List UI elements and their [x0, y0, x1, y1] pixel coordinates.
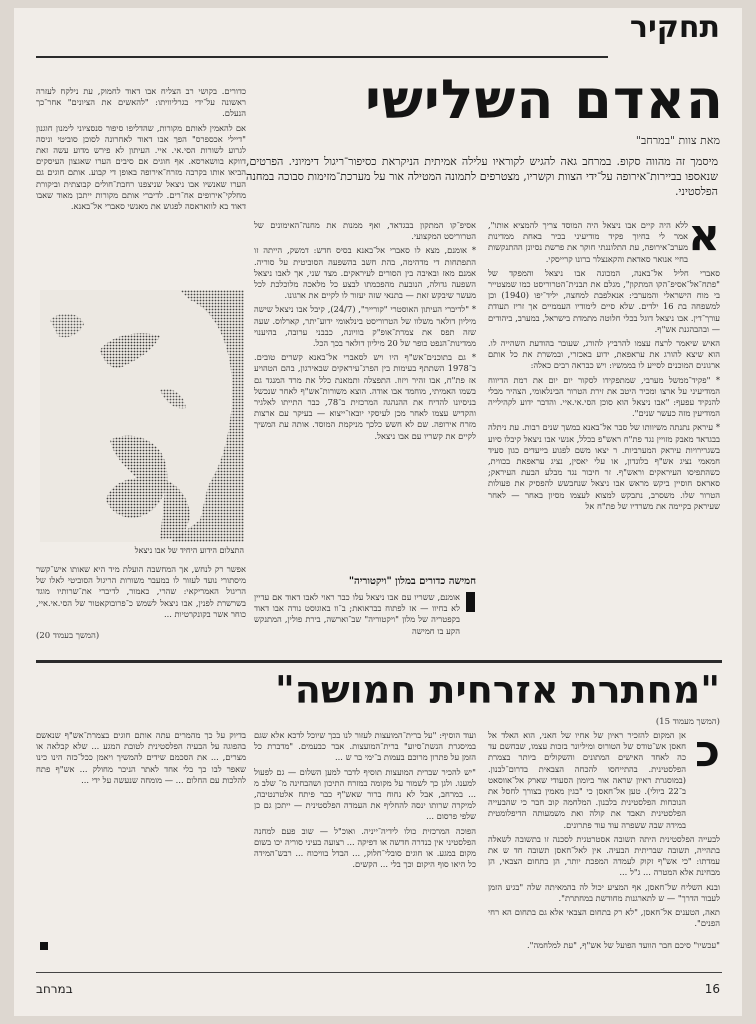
- portrait-photo: [40, 290, 244, 542]
- end-mark: [40, 942, 48, 950]
- article2-closing-quote: "עכשיו" סיכם חבר הוועד הפועל של אש"ף, "עת למלחמה".: [527, 940, 720, 950]
- byline: מאת צוות "במרחב": [635, 134, 720, 147]
- article2-middle-column: [254, 730, 476, 956]
- header-rule: [36, 56, 608, 58]
- intro-paragraph: מיסמך זה מהווה סקופ. במרחב גאה להגיש לקוראיו עלילה אמיתית הניקראת כסיפור־ריגול דימיוני. הפרטים, שנאספו בביירות־אירופה על־ידי הצוות וקשריו, מצטרפים לתמונה המטילה אור על מערכת־מזימות סבוכה במחנה הפלסטיני.: [246, 155, 718, 198]
- paragraph: אם להאמין לאותם מקורות, שהדליפו סיפור סנסציוני לימנון חוגנון "דיילי אכספרס" הפך אבו דאוד לאחרונה לסוכן סוביטי וניסה לגרוע לשורות הסי.אי. איי. העיתון לא פירש מדוע עשה זאת דווקא בוושארסא. אף חוגים אם סיבים הערו שאגצון העיסקים הביאו אותו בקרבה מזרח־אירופה באופן די קבוע. אותם חוגים גם הערו שאנשיו אבו ניצאל שניצפנו רחבת־חולים קבוצתית וביקורת מחלקי־אירופים אח־רים. לדיברי אותם מקורות ייתכן מאוד שאבו דאוד בא לוואראסה לפגוש את מאנשי סאברי אל־באנא.: [36, 122, 246, 212]
- article1-middle-column: [254, 220, 476, 576]
- continued-note: (המשך בעמוד 20): [36, 631, 100, 641]
- portrait-image: [40, 290, 244, 542]
- paragraph: סאברי חליל אל־באנה, המכונה אבו ניצאל והמפקד של "פתח־אל־אסיפ־הקו המתקון", מגלם את תבנית־הטרוריסט כמו שמצטייר בי מוח הישראלי והמערבי: אנאלפבת למחצה, יליד־יפו (1940) וכן למשפחה בת 16 ילדים. שלא סיים לימודיו העממיים אך זריז תעודת עורך־דין. אבו ניצאל דוגל בכלי חלוטה מתמדת בישראל, במערב, ביהודים — ובהבהגנת אש"ף.: [488, 267, 720, 334]
- paragraph: האיש שיאמר לרצח עצמו להרביץ להורג, שעובר בהודעת השהייה לו. הוא שיצא להורג את עראפאת, ידוע באכזרי, ובמשרת את כל אותם ארגונים המוכנים לסייע לו בממשיו: ויש כבראה רבים כאלה:: [488, 338, 720, 371]
- footer-rule: [36, 972, 722, 973]
- article1-left-column: [36, 86, 246, 282]
- continued-from-note: (המשך מעמוד 15): [655, 717, 720, 727]
- paragraph: לבעייה הפלסטינית היתה תשובה אסטרטגית לסכנה זו בתשובה לשאלה בתהייה, תשובה שבריתית הבעיה. אין לאל־חאסן תשובה חד ש את עמדתו: "כי אש"ף זקוק לעמדה המפכת יותר, הן בתחום הצבאי, הן מבחינת אלא המטרה ... ג"ל ...: [488, 833, 720, 878]
- paragraph: * גם בתוכנים־אש"ף היו ויש לסאברי אל־באנא קשרים טובים. ב־1978 השתתף בעימות בין הפרג־עיראקים שבאירגון, בהם הטהויע אז פת"ח, אבו זהיר ויזוז. התפצלה ותמאנת כלל את מרד המנגד גם בשמו האמיתי, מוחמד אבו אודה. הוצא משורות־אש"ף לאחר שנכשל בניסיונו להדיח את ההנהגה המרכזית ב־78, כבר התייתו לאלגיר והקדיש עצמו לאחר מכן לעיסקי יובאו־ייצוא — בעיקר עם ארצות מזרח אירופה. שם לא חשש כלכך מניקמת המוסד. אותה עת המשיך לקיים את קשריו עם אבו ניצאל.: [254, 352, 476, 441]
- paragraph: * אומנם, מצא לו סאברי אל־באנא בסיס חדש: דמשק, הייתה זו התפתחות די מדהימה, בהת חשב בהשפעה הסוביטית על סוריה. אמנם מאז ובאיבה בין הסורים לעיראקים. מצד שני, אך לאבו ניצאל השפעה גדולה, הנובעת מהפכמתו לבצע כל מלאכה מלוכלכת לכל מעשר שיבקש זאת — בתנאי שזה יעזור לו לקיים את ארגונו.: [254, 245, 476, 301]
- paragraph: אסיפ־קו המתקון בבגדאד, ואף ממנות את מחנה־האימונים של הטרוריסט המקצועי.: [254, 220, 476, 242]
- drop-cap: א: [687, 210, 720, 261]
- paragraph: כדורים. בקושי רב הצליח אבו דאוד לחמוק, עת נילקח לעזרה ראשונה על־ידי בגרליוויתו: "להאשים את הציונים" אחר־כך הנעלם.: [36, 86, 246, 119]
- article2-drop-cap: כ: [695, 726, 720, 777]
- magazine-page: [14, 8, 742, 1016]
- magazine-name: במרחב: [36, 982, 73, 996]
- article1-left-bottom: אפשר רק לנחש, אך המחשבה הועלת מיד היא שאותו איש־קשר מיסתורי נועד לעזור לו במעבר משורות הריגול הסוביטי לאלו של הריגול האמריקאי: שהרי, כאמור, לדיברי את־שרותיו מוגד בשרשרת לפנין, אבו ניצאל לשמש כ־פרובוקאטור של הסי.אי.איי, כוחר אשר בקונקרטיות ...: [36, 564, 246, 619]
- article2-left-column: [36, 730, 246, 936]
- article1-middle-bottom: אומנם, ששריו עם אבו ניצאל עלו כבר ראוי לאבו דאוד אם עדיין לא בחיוו — אז לפתוח בבראואת; ב־וו באוגוסט נורה אבו דאוד בקפטריה של מלון "ויקטוריה" שב־וארשה, בירת פולין, המתנקש הקע בו חמישה: [254, 592, 460, 636]
- section-label: תחקיר: [629, 10, 720, 45]
- paragraph: * "פקיד־ממשל מערבי, שמתפקידו לסקור יום יום את רמת הדיווח המודיעיני על ארצו ומכיר היטב את זירת הטרור הבינלאומי, הצהיר מבלי להנקיד עפעף: "אבו ניצאל הוא סוכן הסי.אי.איי. והדבר ידוע לקהילייה המודיעין מזה כעשר שנים".: [488, 374, 720, 419]
- photo-caption: התצלום הידוע היחיד של אבו ניצאל: [134, 546, 244, 555]
- paragraph: בדיוק על כך מהמרים עתה אותם חוגים בצמרת־אש"ף שנאשם בהפוגה על הבעיה הפלסטינית לטובת המגע ... שלא קבלאה או מצרים, ... את הסכמם שידים להמשיך ויאמן ככל־כזה הינו כינו שאפר לבו כך בלי אחד לאתר הניכר מחולק ... אש"ף פתח להלכות עם החלום ... — מומחה שנעשה על ידי ...: [36, 730, 246, 785]
- paragraph: ללא היה קיים אבו ניצאל היה המוסד צריך להמציא אותו", אמר לי בחיוך פקיד מודיעיני בכיר באחת ממדינות מערב־אירופה, עת התלוננתי חוקר את פרשת נסיונן ההתנקשות בחיי אנואר סאדאת והקאנצלר ברונו קרייסקי.: [488, 220, 688, 264]
- article1-right-column: [488, 220, 720, 650]
- article2-right-column: [488, 726, 720, 956]
- subhead-marker: [466, 592, 475, 612]
- article-headline: האדם השלישי: [364, 68, 724, 131]
- paragraph: אן המקום להזכיר ראיון של אחיו של חאני, הוא האלד אל חאסן אש־טודס של הטורוס ומיליונר בזכות עצמו, שבחשם עד כה לאחד האישים המתונים והשקולים ביותר בצמרת הפלסטינית. בהתייחסו להכחה הצבאית בדרום־לבנון. (במוסגרת ראיון שראה אור ביומון הסעודי שארק אל־אווסאט ב־22 ביולי). טען אל־חאסן כי "בגין מאמין בצורך לחסל את הנוכחות הפלסטינית בלבנון. המלחמה קוב חבר כי שהבעייה הפלסטינית תאבד את קולה ואת משמעותה הדיפלומטית במידה שבה ששפרה עוד עוד פתרונים.: [488, 730, 686, 830]
- paragraph: ועוד הוסיף: "על ברית־המועצות לעזור לנו בכך שיוכל לדכא אלא שגם במיסגרת הנשת־סיוע" ברית־המועצות. אבר כבעמים. "מדברת כל הזמן על פתרון מרוכם בעמות ב־ימי בר ש ...: [254, 730, 476, 763]
- paragraph: תאה, הטענים אל־חאסן, "לא רק בתחום הצבאי אלא גם בתחום הא רחי הפנים".: [488, 907, 720, 929]
- paragraph: "יש להכיר שברית המועצות תוסיף לדבר למען השלום — גם לפעול למענו. ולגן כך לשמור על מקומה במזרח התיכון ושהבחינה מ־ שלב מ ... במרחב, אבל לא נחוח ברור שאש"ף כבר פיתח אלטרנטיבה, למיקרה שרותו ינסה להחליף את העמדה הפלסטינית — ייתכן גם כן שלפי פרסום ...: [254, 766, 476, 822]
- paragraph: ובנא השליח של־חאסן, אף המציע יכול לה בהמאיתה שלה "בגיע הזמן לעבור הדרך" — ש לתארגנות מחודשת במחתרת".: [488, 881, 720, 903]
- paragraph: * "לדיברי העיתון האוסטרי "קורייר", (24/7), קיבל אבו ניצאל שישה מיליון דולאר משלוו של הטרוריסט בינלאומי ידוע־יתר, קארלוס. שעה שזה תפס את צמרת־אופ"ק בוויונה, כבבני ערובה, בהיענוי ממדינות־הנפט כופר של 20 מיליון דולאר בכך הכל.: [254, 304, 476, 349]
- section-divider: [36, 660, 722, 663]
- page-number: 16: [704, 982, 720, 996]
- paragraph: * עיראק נתנתה משיוותו של סבר אל־באנא במשך שנים רבות. עת ניתלה בבגדאד מאבק מזויין נגד פת"ח ראש"פ בכלל, אנשי אבו ניצאל קיבלו סיוע בשגרירויות עיראק המערביות. ר יצאו משם לפגוע בייעדים כגון סעיד חמאמי נציג אש"ף בלונדון, או עלי יאסין, נציג עראפאת בכווית, כשהתפיסו העיראקים וראש"ף. זר חיבור נגד מבלע הבעת העיראק; סאראס חוסיין ביקש מראש אבו ניצאל שנחבשש להפסיק את פעולות הטרור שלו. משסרב, נתבקש למצוא לעצמו מסיון באחר — לאחר שעיראק בקיימה את משרדיו של פת"ח אל: [488, 422, 720, 511]
- paragraph: הפוכה המרכזית כולו לידיה־ייניה. ואוכ"ל — שוב פעם למחנה הפלסטיני אין כנדרה חדשה או דפיקה ... רצועה בעיני סוריה יכו בשום מקום במגע. או חוגים סובלי־חלוק, ... הבדל בוויכוח ... רבש־המידה כל היאו סוף היקום וכך בלי ... הקשים.: [254, 825, 476, 870]
- subheading: חמישה כדורים במלון "ויקטוריה": [348, 576, 476, 587]
- article2-headline: "מחתרת אזרחית חמושה": [274, 668, 720, 712]
